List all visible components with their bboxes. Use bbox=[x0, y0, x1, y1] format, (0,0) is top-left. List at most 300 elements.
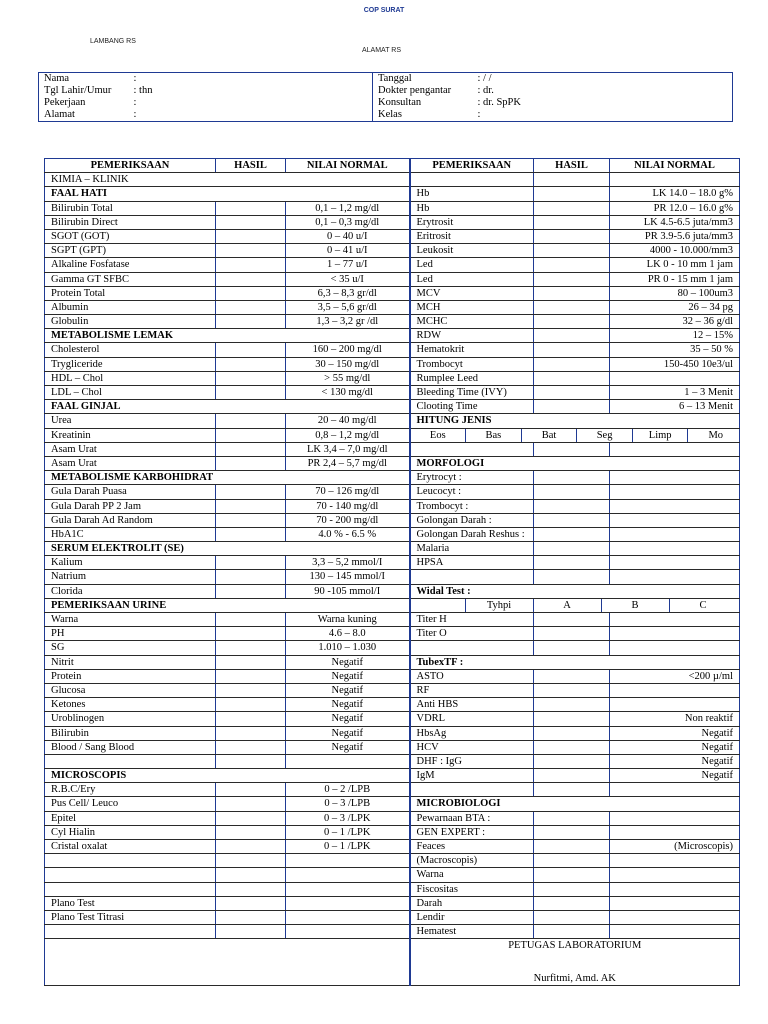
normal-value bbox=[610, 811, 740, 825]
normal-value bbox=[610, 513, 740, 527]
normal-value: (Microscopis) bbox=[610, 840, 740, 854]
test-name: Malaria bbox=[410, 542, 534, 556]
section-heading: TubexTF : bbox=[410, 655, 740, 669]
table-row bbox=[45, 584, 740, 598]
normal-value: 0 – 41 u/I bbox=[286, 244, 410, 258]
table-row bbox=[45, 456, 740, 470]
test-name bbox=[410, 783, 534, 797]
normal-value: Negatif bbox=[286, 655, 410, 669]
test-result bbox=[216, 627, 286, 641]
normal-value: < 35 u/I bbox=[286, 272, 410, 286]
table-row bbox=[45, 329, 740, 343]
normal-value: 0 – 40 u/I bbox=[286, 229, 410, 243]
test-result bbox=[534, 315, 610, 329]
test-name: (Macroscopis) bbox=[410, 854, 534, 868]
test-result bbox=[216, 811, 286, 825]
test-result bbox=[534, 329, 610, 343]
table-row bbox=[45, 683, 740, 697]
test-name: Asam Urat bbox=[45, 456, 216, 470]
table-row bbox=[45, 825, 740, 839]
test-result bbox=[216, 740, 286, 754]
test-name: Gula Darah Puasa bbox=[45, 485, 216, 499]
test-name: Epitel bbox=[45, 811, 216, 825]
patient-field-label: Pekerjaan bbox=[44, 97, 86, 108]
normal-value: 0 – 3 /LPB bbox=[286, 797, 410, 811]
normal-value bbox=[286, 868, 410, 882]
normal-value: 160 – 200 mg/dl bbox=[286, 343, 410, 357]
normal-value: LK 4.5-6.5 juta/mm3 bbox=[610, 215, 740, 229]
blank-area bbox=[45, 939, 410, 986]
normal-value bbox=[610, 698, 740, 712]
test-result bbox=[216, 726, 286, 740]
patient-field-value: : bbox=[129, 73, 373, 86]
test-result bbox=[534, 896, 610, 910]
normal-value: <200 µ/ml bbox=[610, 669, 740, 683]
test-result bbox=[216, 300, 286, 314]
test-name: SG bbox=[45, 641, 216, 655]
test-result bbox=[216, 442, 286, 456]
test-name: Eritrosit bbox=[410, 229, 534, 243]
test-result bbox=[534, 627, 610, 641]
section-heading: Widal Test : bbox=[410, 584, 740, 598]
normal-value bbox=[610, 556, 740, 570]
test-name: Globulin bbox=[45, 315, 216, 329]
test-result bbox=[216, 513, 286, 527]
table-row bbox=[45, 499, 740, 513]
table-row bbox=[45, 315, 740, 329]
test-result bbox=[216, 698, 286, 712]
test-name: Bleeding Time (IVY) bbox=[410, 386, 534, 400]
patient-field-label: Tgl Lahir/Umur bbox=[44, 85, 112, 96]
normal-value: LK 0 - 10 mm 1 jam bbox=[610, 258, 740, 272]
test-result bbox=[534, 201, 610, 215]
normal-value: 4.0 % - 6.5 % bbox=[286, 527, 410, 541]
test-result bbox=[534, 556, 610, 570]
test-name bbox=[45, 754, 216, 768]
differential-cell-type: Bas bbox=[466, 429, 522, 442]
test-name: Gula Darah Ad Random bbox=[45, 513, 216, 527]
test-name: Clooting Time bbox=[410, 400, 534, 414]
test-result bbox=[216, 499, 286, 513]
test-result bbox=[534, 868, 610, 882]
normal-value: 0,8 – 1,2 mg/dl bbox=[286, 428, 410, 442]
test-result bbox=[534, 386, 610, 400]
test-result bbox=[534, 925, 610, 939]
test-name: Hematokrit bbox=[410, 343, 534, 357]
normal-value: Negatif bbox=[610, 754, 740, 768]
test-result bbox=[216, 925, 286, 939]
table-row bbox=[45, 485, 740, 499]
test-result bbox=[534, 371, 610, 385]
test-result bbox=[216, 882, 286, 896]
table-row bbox=[45, 754, 740, 768]
table-row bbox=[45, 527, 740, 541]
test-name bbox=[410, 641, 534, 655]
table-row bbox=[45, 286, 740, 300]
test-name: Glucosa bbox=[45, 683, 216, 697]
normal-value: Negatif bbox=[610, 726, 740, 740]
table-header-row bbox=[45, 159, 740, 173]
test-result bbox=[216, 286, 286, 300]
test-result bbox=[216, 683, 286, 697]
table-row bbox=[45, 343, 740, 357]
normal-value: 1 – 77 u/I bbox=[286, 258, 410, 272]
table-row bbox=[45, 854, 740, 868]
signature-row bbox=[45, 939, 740, 986]
normal-value: Negatif bbox=[610, 769, 740, 783]
table-row bbox=[45, 627, 740, 641]
normal-value: LK 14.0 – 18.0 g% bbox=[610, 187, 740, 201]
patient-field-label: Kelas bbox=[378, 109, 402, 120]
column-header: NILAI NORMAL bbox=[610, 159, 740, 173]
table-row bbox=[45, 187, 740, 201]
test-result bbox=[216, 527, 286, 541]
test-name: Fiscositas bbox=[410, 882, 534, 896]
table-row bbox=[45, 201, 740, 215]
column-header: HASIL bbox=[534, 159, 610, 173]
patient-row bbox=[39, 109, 733, 122]
test-result bbox=[216, 825, 286, 839]
test-name: Protein bbox=[45, 669, 216, 683]
normal-value bbox=[610, 627, 740, 641]
test-result bbox=[534, 811, 610, 825]
normal-value: Negatif bbox=[286, 683, 410, 697]
normal-value: 0 – 1 /LPK bbox=[286, 825, 410, 839]
test-name: Trombocyt : bbox=[410, 499, 534, 513]
normal-value: 1.010 – 1.030 bbox=[286, 641, 410, 655]
test-name: Leucocyt : bbox=[410, 485, 534, 499]
normal-value: 3,3 – 5,2 mmol/I bbox=[286, 556, 410, 570]
test-name: Feaces bbox=[410, 840, 534, 854]
normal-value: < 130 mg/dl bbox=[286, 386, 410, 400]
test-result bbox=[216, 783, 286, 797]
test-name: LDL – Chol bbox=[45, 386, 216, 400]
test-result bbox=[216, 272, 286, 286]
table-row bbox=[45, 400, 740, 414]
normal-value: 70 – 126 mg/dl bbox=[286, 485, 410, 499]
normal-value bbox=[610, 882, 740, 896]
test-result bbox=[534, 173, 610, 187]
hospital-logo-placeholder: LAMBANG RS bbox=[90, 38, 136, 45]
normal-value bbox=[610, 173, 740, 187]
test-result bbox=[534, 641, 610, 655]
normal-value: PR 3.9-5.6 juta/mm3 bbox=[610, 229, 740, 243]
patient-row bbox=[39, 85, 733, 97]
normal-value bbox=[610, 854, 740, 868]
normal-value bbox=[610, 825, 740, 839]
normal-value: PR 2,4 – 5,7 mg/dl bbox=[286, 456, 410, 470]
test-name: HbsAg bbox=[410, 726, 534, 740]
test-name bbox=[45, 854, 216, 868]
test-result bbox=[534, 215, 610, 229]
widal-column: Tyhpi bbox=[465, 599, 533, 612]
test-name: HCV bbox=[410, 740, 534, 754]
column-header: PEMERIKSAAN bbox=[410, 159, 534, 173]
patient-field-value: : dr. bbox=[477, 85, 494, 96]
test-name: Erytrosit bbox=[410, 215, 534, 229]
test-name: Golongan Darah Reshus : bbox=[410, 527, 534, 541]
test-name: Led bbox=[410, 272, 534, 286]
test-name: Warna bbox=[45, 613, 216, 627]
normal-value: 20 – 40 mg/dl bbox=[286, 414, 410, 428]
widal-column: A bbox=[533, 599, 601, 612]
normal-value bbox=[610, 442, 740, 456]
test-name: RDW bbox=[410, 329, 534, 343]
normal-value: 80 – 100um3 bbox=[610, 286, 740, 300]
lab-results-table bbox=[44, 158, 740, 986]
test-result bbox=[216, 229, 286, 243]
test-result bbox=[216, 797, 286, 811]
test-result bbox=[216, 910, 286, 924]
differential-cell-type: Mo bbox=[708, 429, 724, 441]
normal-value: Negatif bbox=[286, 698, 410, 712]
table-row bbox=[45, 882, 740, 896]
normal-value: PR 12.0 – 16.0 g% bbox=[610, 201, 740, 215]
test-result bbox=[216, 868, 286, 882]
section-heading: HITUNG JENIS bbox=[410, 414, 740, 428]
test-name: Plano Test Titrasi bbox=[45, 910, 216, 924]
normal-value: 70 - 140 mg/dl bbox=[286, 499, 410, 513]
patient-field-value: : bbox=[129, 109, 373, 122]
test-result bbox=[216, 712, 286, 726]
test-name: SGOT (GOT) bbox=[45, 229, 216, 243]
test-result bbox=[216, 258, 286, 272]
test-result bbox=[534, 740, 610, 754]
normal-value: Negatif bbox=[286, 669, 410, 683]
test-name: Urea bbox=[45, 414, 216, 428]
column-header: PEMERIKSAAN bbox=[45, 159, 216, 173]
test-name: Golongan Darah : bbox=[410, 513, 534, 527]
normal-value: 6 – 13 Menit bbox=[610, 400, 740, 414]
differential-cell-type: Eos bbox=[411, 429, 467, 442]
table-row bbox=[45, 598, 740, 612]
table-row bbox=[45, 272, 740, 286]
table-row bbox=[45, 414, 740, 428]
table-row bbox=[45, 471, 740, 485]
differential-cell-type: Bat bbox=[522, 429, 578, 442]
test-name: Pewarnaan BTA : bbox=[410, 811, 534, 825]
table-row bbox=[45, 229, 740, 243]
table-row bbox=[45, 428, 740, 442]
test-name: Darah bbox=[410, 896, 534, 910]
section-heading: FAAL GINJAL bbox=[45, 400, 410, 414]
normal-value: 4.6 – 8.0 bbox=[286, 627, 410, 641]
test-result bbox=[534, 286, 610, 300]
normal-value: 0 – 3 /LPK bbox=[286, 811, 410, 825]
normal-value bbox=[610, 371, 740, 385]
table-row bbox=[45, 896, 740, 910]
test-result bbox=[534, 244, 610, 258]
table-row bbox=[45, 357, 740, 371]
section-heading: METABOLISME KARBOHIDRAT bbox=[45, 471, 410, 485]
patient-row bbox=[39, 97, 733, 109]
table-row bbox=[45, 868, 740, 882]
patient-field-value: : thn bbox=[129, 85, 373, 97]
test-result bbox=[216, 556, 286, 570]
table-row bbox=[45, 300, 740, 314]
table-row bbox=[45, 215, 740, 229]
lab-officer-title: PETUGAS LABORATORIUM bbox=[508, 940, 642, 952]
test-name: Cyl Hialin bbox=[45, 825, 216, 839]
table-row bbox=[45, 542, 740, 556]
normal-value: 150-450 10e3/ul bbox=[610, 357, 740, 371]
table-row bbox=[45, 244, 740, 258]
normal-value: 0,1 – 1,2 mg/dl bbox=[286, 201, 410, 215]
test-name: Plano Test bbox=[45, 896, 216, 910]
test-result bbox=[216, 456, 286, 470]
test-name: Hematest bbox=[410, 925, 534, 939]
section-heading: MICROBIOLOGI bbox=[410, 797, 740, 811]
test-name: Erytrocyt : bbox=[410, 471, 534, 485]
test-name: HPSA bbox=[410, 556, 534, 570]
test-result bbox=[216, 244, 286, 258]
widal-column: C bbox=[669, 599, 737, 612]
test-result bbox=[216, 428, 286, 442]
test-name: Clorida bbox=[45, 584, 216, 598]
normal-value bbox=[610, 868, 740, 882]
test-result bbox=[216, 386, 286, 400]
normal-value: 0,1 – 0,3 mg/dl bbox=[286, 215, 410, 229]
test-result bbox=[534, 499, 610, 513]
test-result bbox=[534, 229, 610, 243]
patient-field-label: Alamat bbox=[44, 109, 75, 120]
test-result bbox=[534, 570, 610, 584]
table-row bbox=[45, 910, 740, 924]
test-result bbox=[534, 783, 610, 797]
test-name: Uroblinogen bbox=[45, 712, 216, 726]
patient-field-label: Tanggal bbox=[378, 73, 412, 84]
test-result bbox=[216, 854, 286, 868]
test-name: Rumplee Leed bbox=[410, 371, 534, 385]
test-name: Alkaline Fosfatase bbox=[45, 258, 216, 272]
test-result bbox=[534, 698, 610, 712]
test-result bbox=[534, 542, 610, 556]
test-result bbox=[534, 854, 610, 868]
test-result bbox=[534, 357, 610, 371]
normal-value: 1 – 3 Menit bbox=[610, 386, 740, 400]
test-result bbox=[216, 343, 286, 357]
normal-value: 6,3 – 8,3 gr/dl bbox=[286, 286, 410, 300]
differential-cell-type: Seg bbox=[577, 429, 633, 442]
test-name: HDL – Chol bbox=[45, 371, 216, 385]
test-name: Titer O bbox=[410, 627, 534, 641]
normal-value: 12 – 15% bbox=[610, 329, 740, 343]
test-result bbox=[534, 272, 610, 286]
test-name: Ketones bbox=[45, 698, 216, 712]
test-name: Blood / Sang Blood bbox=[45, 740, 216, 754]
letterhead-title: COP SURAT bbox=[363, 7, 405, 14]
table-row bbox=[45, 925, 740, 939]
test-result bbox=[216, 613, 286, 627]
table-row bbox=[45, 556, 740, 570]
normal-value: 90 -105 mmol/I bbox=[286, 584, 410, 598]
test-result bbox=[534, 258, 610, 272]
test-result bbox=[534, 669, 610, 683]
patient-row bbox=[39, 73, 733, 86]
section-heading: KIMIA – KLINIK bbox=[45, 173, 410, 187]
normal-value bbox=[610, 527, 740, 541]
patient-field-value: : bbox=[477, 109, 481, 120]
section-heading: FAAL HATI bbox=[45, 187, 410, 201]
test-result bbox=[534, 882, 610, 896]
column-header: HASIL bbox=[216, 159, 286, 173]
test-result bbox=[216, 840, 286, 854]
test-name: Warna bbox=[410, 868, 534, 882]
table-row bbox=[45, 258, 740, 272]
test-result bbox=[216, 201, 286, 215]
test-result bbox=[216, 754, 286, 768]
normal-value bbox=[610, 910, 740, 924]
test-name: Hb bbox=[410, 187, 534, 201]
column-header: NILAI NORMAL bbox=[286, 159, 410, 173]
patient-field-value: : / / bbox=[477, 73, 492, 84]
normal-value bbox=[610, 499, 740, 513]
section-heading: MICROSCOPIS bbox=[45, 769, 410, 783]
normal-value: 32 – 36 g/dl bbox=[610, 315, 740, 329]
test-name: Gula Darah PP 2 Jam bbox=[45, 499, 216, 513]
test-result bbox=[534, 769, 610, 783]
normal-value bbox=[610, 542, 740, 556]
section-heading: PEMERIKSAAN URINE bbox=[45, 598, 410, 612]
test-name: MCH bbox=[410, 300, 534, 314]
test-result bbox=[534, 485, 610, 499]
normal-value: 0 – 1 /LPK bbox=[286, 840, 410, 854]
table-row bbox=[45, 840, 740, 854]
test-result bbox=[216, 485, 286, 499]
section-heading: SERUM ELEKTROLIT (SE) bbox=[45, 542, 410, 556]
test-result bbox=[216, 570, 286, 584]
test-name: IgM bbox=[410, 769, 534, 783]
normal-value bbox=[610, 570, 740, 584]
test-result bbox=[534, 726, 610, 740]
test-result bbox=[216, 896, 286, 910]
test-name: Kreatinin bbox=[45, 428, 216, 442]
test-result bbox=[534, 442, 610, 456]
test-name: Pus Cell/ Leuco bbox=[45, 797, 216, 811]
table-row bbox=[45, 797, 740, 811]
table-row bbox=[45, 641, 740, 655]
patient-field-label: Dokter pengantar bbox=[378, 85, 452, 96]
test-name: Trombocyt bbox=[410, 357, 534, 371]
test-name bbox=[410, 173, 534, 187]
table-row bbox=[45, 726, 740, 740]
test-name: Hb bbox=[410, 201, 534, 215]
patient-field-value: : bbox=[129, 97, 373, 109]
table-row bbox=[45, 811, 740, 825]
hospital-address-placeholder: ALAMAT RS bbox=[362, 47, 402, 54]
patient-field-value: : dr. SpPK bbox=[477, 97, 521, 108]
signature-block bbox=[410, 939, 740, 986]
test-result bbox=[216, 357, 286, 371]
normal-value: 35 – 50 % bbox=[610, 343, 740, 357]
normal-value bbox=[286, 882, 410, 896]
normal-value: 3,5 – 5,6 gr/dl bbox=[286, 300, 410, 314]
normal-value bbox=[610, 925, 740, 939]
normal-value bbox=[286, 910, 410, 924]
normal-value: Negatif bbox=[286, 740, 410, 754]
test-result bbox=[534, 400, 610, 414]
table-row bbox=[45, 442, 740, 456]
test-name: Asam Urat bbox=[45, 442, 216, 456]
section-heading: METABOLISME LEMAK bbox=[45, 329, 410, 343]
normal-value: LK 3,4 – 7,0 mg/dl bbox=[286, 442, 410, 456]
test-name: Bilirubin Direct bbox=[45, 215, 216, 229]
test-result bbox=[216, 315, 286, 329]
widal-header bbox=[410, 598, 740, 612]
normal-value: 130 – 145 mmol/I bbox=[286, 570, 410, 584]
normal-value: Negatif bbox=[610, 740, 740, 754]
test-name: VDRL bbox=[410, 712, 534, 726]
